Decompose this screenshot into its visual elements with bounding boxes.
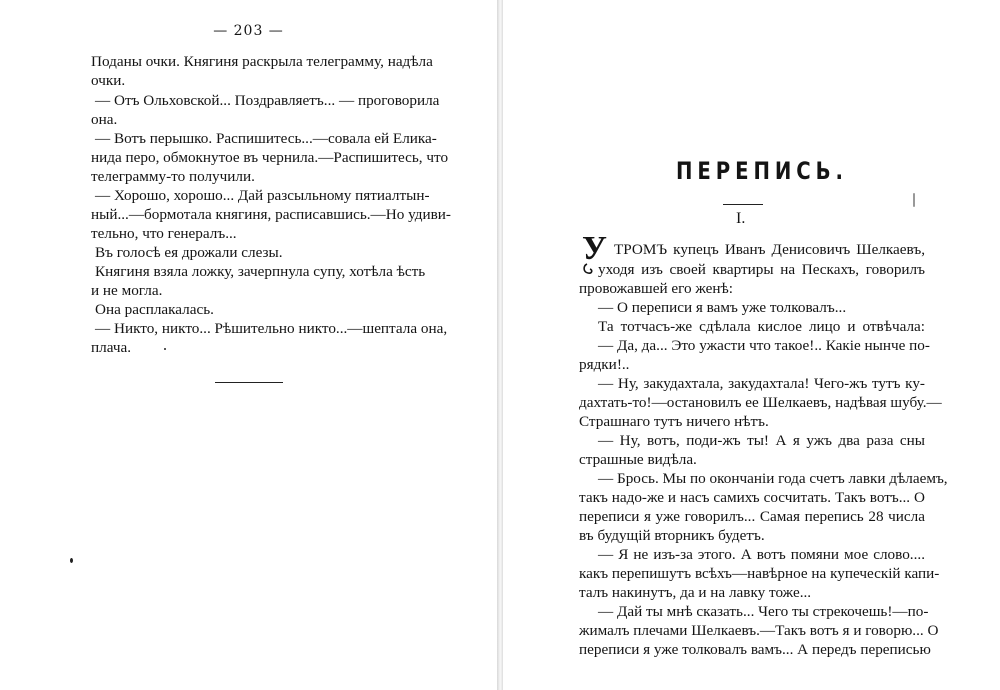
ink-speck xyxy=(70,558,73,563)
text-line: какъ перепишутъ всѣхъ—навѣрное на купеческій капи- xyxy=(579,565,940,582)
text-line: телеграмму-то получили. xyxy=(91,168,255,185)
text-line: плача. xyxy=(91,339,132,356)
text-line: провожавшей его женѣ: xyxy=(579,280,733,297)
text-line: страшные видѣла. xyxy=(579,451,697,468)
text-line: Княгиня взяла ложку, зачерпнула супу, хотѣла ѣсть xyxy=(95,263,426,280)
text-line: — Отъ Ольховской... Поздравляетъ... — проговорила xyxy=(95,92,440,109)
text-line: — Хорошо, хорошо... Дай разсыльному пятиалтын- xyxy=(95,187,430,204)
text-line: — Ну, вотъ, поди-жъ ты! А я ужъ два раза сны xyxy=(598,432,925,449)
text-line: — Ну, закудахтала, закудахтала! Чего-жъ тутъ ку- xyxy=(598,375,925,392)
text-line: — Да, да... Это ужасти что такое!.. Какіе нынче по- xyxy=(598,337,930,354)
drop-cap-letter: У xyxy=(582,230,607,267)
text-line: — Вотъ перышко. Распишитесь...—совала ей Елика- xyxy=(95,130,437,147)
text-line: Та тотчасъ-же сдѣлала кислое лицо и отвѣчала: xyxy=(598,318,925,335)
text-line: и не могла. xyxy=(91,282,163,299)
text-line: рядки!.. xyxy=(579,356,630,373)
text-line: тельно, что генералъ... xyxy=(91,225,237,242)
left-page xyxy=(0,0,497,690)
ink-speck xyxy=(913,193,915,207)
text-line: Она расплакалась. xyxy=(95,301,214,318)
text-line: переписи я уже толковалъ вамъ... А передъ переписью xyxy=(579,641,931,658)
chapter-title: ПЕРЕПИСЬ. xyxy=(676,157,848,185)
text-line: — Брось. Мы по окончаніи года счетъ лавки дѣлаемъ, xyxy=(598,470,948,487)
title-rule xyxy=(723,204,763,205)
page-number: — 203 — xyxy=(213,23,284,39)
ink-speck xyxy=(164,348,166,350)
text-line: — Я не изъ-за этого. А вотъ помяни мое слово.... xyxy=(598,546,925,563)
text-line: переписи я уже говорилъ... Самая перепись 28 числа xyxy=(579,508,925,525)
text-line: уходя изъ своей квартиры на Пескахъ, говорилъ xyxy=(598,261,925,278)
text-line: такъ надо-же и насъ самихъ сосчитать. Такъ вотъ... О xyxy=(579,489,925,506)
text-line: — О переписи я вамъ уже толковалъ... xyxy=(598,299,847,316)
text-line: талъ накинутъ, да и на лавку тоже... xyxy=(579,584,812,601)
end-rule xyxy=(215,382,283,383)
text-line: Въ голосѣ ея дрожали слезы. xyxy=(95,244,283,261)
text-line: нида перо, обмокнутое въ чернила.—Распишитесь, что xyxy=(91,149,449,166)
text-line: въ будущій вторникъ будетъ. xyxy=(579,527,765,544)
text-line: Страшнаго тутъ ничего нѣтъ. xyxy=(579,413,769,430)
section-number: I. xyxy=(736,210,746,227)
text-line: ТРОМЪ купецъ Иванъ Денисовичъ Шелкаевъ, xyxy=(614,241,925,258)
text-line: дахтать-то!—остановилъ ее Шелкаевъ, надѣвая шубу.— xyxy=(579,394,942,411)
text-line: ный...—бормотала княгиня, расписавшись.—Но удиви- xyxy=(91,206,451,223)
text-line: Поданы очки. Княгиня раскрыла телеграмму, надѣла xyxy=(91,53,433,70)
text-line: — Дай ты мнѣ сказать... Чего ты стрекочешь!—по- xyxy=(598,603,929,620)
text-line: жималъ плечами Шелкаевъ.—Такъ вотъ я и говорю... О xyxy=(579,622,939,639)
text-line: — Никто, никто... Рѣшительно никто...—шептала она, xyxy=(95,320,448,337)
text-line: очки. xyxy=(91,72,126,89)
text-line: она. xyxy=(91,111,118,128)
